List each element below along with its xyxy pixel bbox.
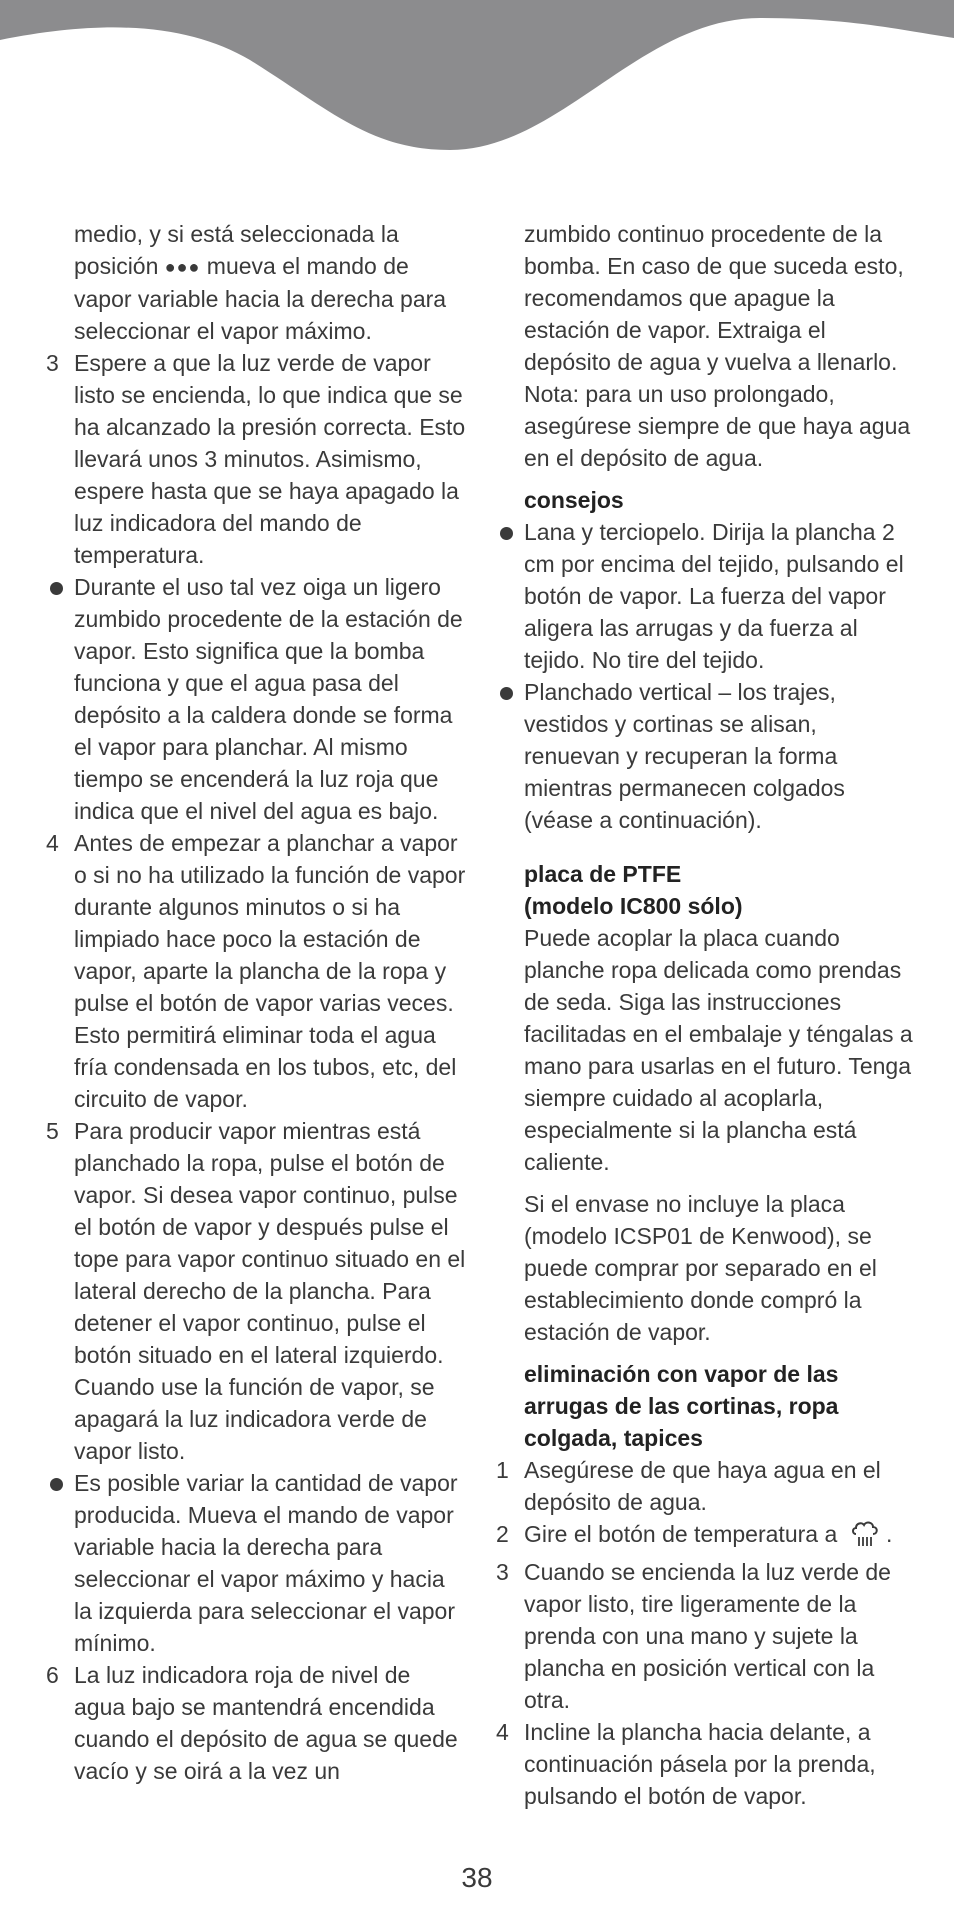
- bullet-dot-icon: [496, 676, 516, 708]
- item-text: Es posible variar la cantidad de vapor producida. Mueva el mando de vapor variable hacia la derecha para seleccionar el vapor máximo y hacia la izquierda para seleccionar el vapor mínimo.: [74, 1470, 458, 1656]
- section-heading-eliminacion: eliminación con vapor de las arrugas de las cortinas, ropa colgada, tapices: [524, 1361, 839, 1451]
- ptfe-paragraph-2: Si el envase no incluye la placa (modelo ICSP01 de Kenwood), se puede comprar por separado en el establecimiento donde compró la estación de vapor.: [524, 1191, 877, 1345]
- continued-paragraph: zumbido continuo procedente de la bomba. En caso de que suceda esto, recomendamos que apague la estación de vapor. Extraiga el depósito de agua y vuelva a llenarlo. Nota: para un uso prolongado, asegúrese siempre de que haya agua en el depósito de agua.: [524, 221, 911, 471]
- item-number: 5: [46, 1118, 59, 1144]
- continued-text-pre: posición: [74, 253, 159, 279]
- item-text: Lana y terciopelo. Dirija la plancha 2 cm por encima del tejido, pulsando el botón de vapor. La fuerza del vapor aligera las arrugas y da fuerza al tejido. No tire del tejido.: [524, 519, 904, 673]
- continued-text-post: mueva el mando de vapor variable hacia la derecha para seleccionar el vapor máximo.: [74, 253, 447, 344]
- continued-text-line: medio, y si está seleccionada la: [74, 221, 399, 247]
- item-number: 4: [496, 1719, 509, 1745]
- item-number: 3: [46, 350, 59, 376]
- item-text: Incline la plancha hacia delante, a continuación pásela por la prenda, pulsando el botón de vapor.: [524, 1719, 876, 1809]
- list-item-4: [46, 827, 466, 1115]
- section-heading-consejos: consejos: [524, 487, 624, 513]
- left-column: [46, 218, 466, 1787]
- item-number: 6: [46, 1662, 59, 1688]
- section-heading-ptfe: [496, 858, 916, 922]
- item-text: Para producir vapor mientras está planchado la ropa, pulse el botón de vapor. Si desea vapor continuo, pulse el botón de vapor y después pulse el tope para vapor continuo situado en el lateral derecho de la plancha. Para detener el vapor continuo, pulse el botón situado en el lateral izquierdo.: [74, 1118, 466, 1368]
- steam-icon: [850, 1520, 880, 1556]
- elim-item-2: [496, 1518, 916, 1556]
- header-wave: [0, 0, 954, 160]
- bullet-item: [496, 516, 916, 676]
- item-text: Asegúrese de que haya agua en el depósito de agua.: [524, 1457, 881, 1515]
- bullet-dot-icon: [46, 1467, 66, 1499]
- item-number: 2: [496, 1521, 509, 1547]
- continued-paragraph: [46, 218, 466, 347]
- item-text: La luz indicadora roja de nivel de agua bajo se mantendrá encendida cuando el depósito de agua se quede vacío y se oirá a la vez un: [74, 1662, 458, 1784]
- item-text: Antes de empezar a planchar a vapor o si no ha utilizado la función de vapor durante algunos minutos o si ha limpiado hace poco la estación de vapor, aparte la plancha de la ropa y pulse el botón de vapor varias veces. Esto permitirá eliminar toda el agua fría condensada en los tubos, etc, del circuito de vapor.: [74, 830, 466, 1112]
- bullet-item: [46, 1467, 466, 1659]
- bullet-item: [496, 676, 916, 836]
- position-dots-symbol: ●●●: [164, 257, 201, 277]
- bullet-dot-icon: [46, 571, 66, 603]
- item-number: 4: [46, 830, 59, 856]
- item-text: Gire el botón de temperatura a: [524, 1521, 838, 1547]
- page-number: 38: [461, 1862, 493, 1893]
- item-number: 3: [496, 1559, 509, 1585]
- elim-item-4: [496, 1716, 916, 1812]
- right-column: [496, 218, 916, 1812]
- item-text: Planchado vertical – los trajes, vestidos y cortinas se alisan, renuevan y recuperan la forma mientras permanecen colgados (véase a continuación).: [524, 679, 845, 833]
- item-text-end: .: [886, 1521, 893, 1547]
- item-text-continued: Cuando use la función de vapor, se apagará la luz indicadora verde de vapor listo.: [74, 1374, 435, 1464]
- list-item-3: [46, 347, 466, 571]
- heading-line-1: placa de PTFE: [524, 861, 682, 887]
- elim-item-1: [496, 1454, 916, 1518]
- item-number: 1: [496, 1457, 509, 1483]
- bullet-item: [46, 571, 466, 827]
- item-text: Durante el uso tal vez oiga un ligero zumbido procedente de la estación de vapor. Esto significa que la bomba funciona y que el agua pasa del depósito a la caldera donde se forma el vapor para planchar. Al mismo tiempo se encenderá la luz roja que indica que el nivel del agua es bajo.: [74, 574, 463, 824]
- bullet-dot-icon: [496, 516, 516, 548]
- item-text: Espere a que la luz verde de vapor listo se encienda, lo que indica que se ha alcanzado la presión correcta. Esto llevará unos 3 minutos. Asimismo, espere hasta que se haya apagado la luz indicadora del mando de temperatura.: [74, 350, 466, 568]
- ptfe-paragraph-1: Puede acoplar la placa cuando planche ropa delicada como prendas de seda. Siga las instrucciones facilitadas en el embalaje y téngalas a mano para usarlas en el futuro. Tenga siempre cuidado al acoplarla, especialmente si la plancha está caliente.: [524, 925, 913, 1175]
- heading-line-2: (modelo IC800 sólo): [524, 893, 743, 919]
- elim-item-3: [496, 1556, 916, 1716]
- list-item-6: [46, 1659, 466, 1787]
- item-text: Cuando se encienda la luz verde de vapor listo, tire ligeramente de la prenda con una mano y sujete la plancha en posición vertical con la otra.: [524, 1559, 891, 1713]
- list-item-5: [46, 1115, 466, 1467]
